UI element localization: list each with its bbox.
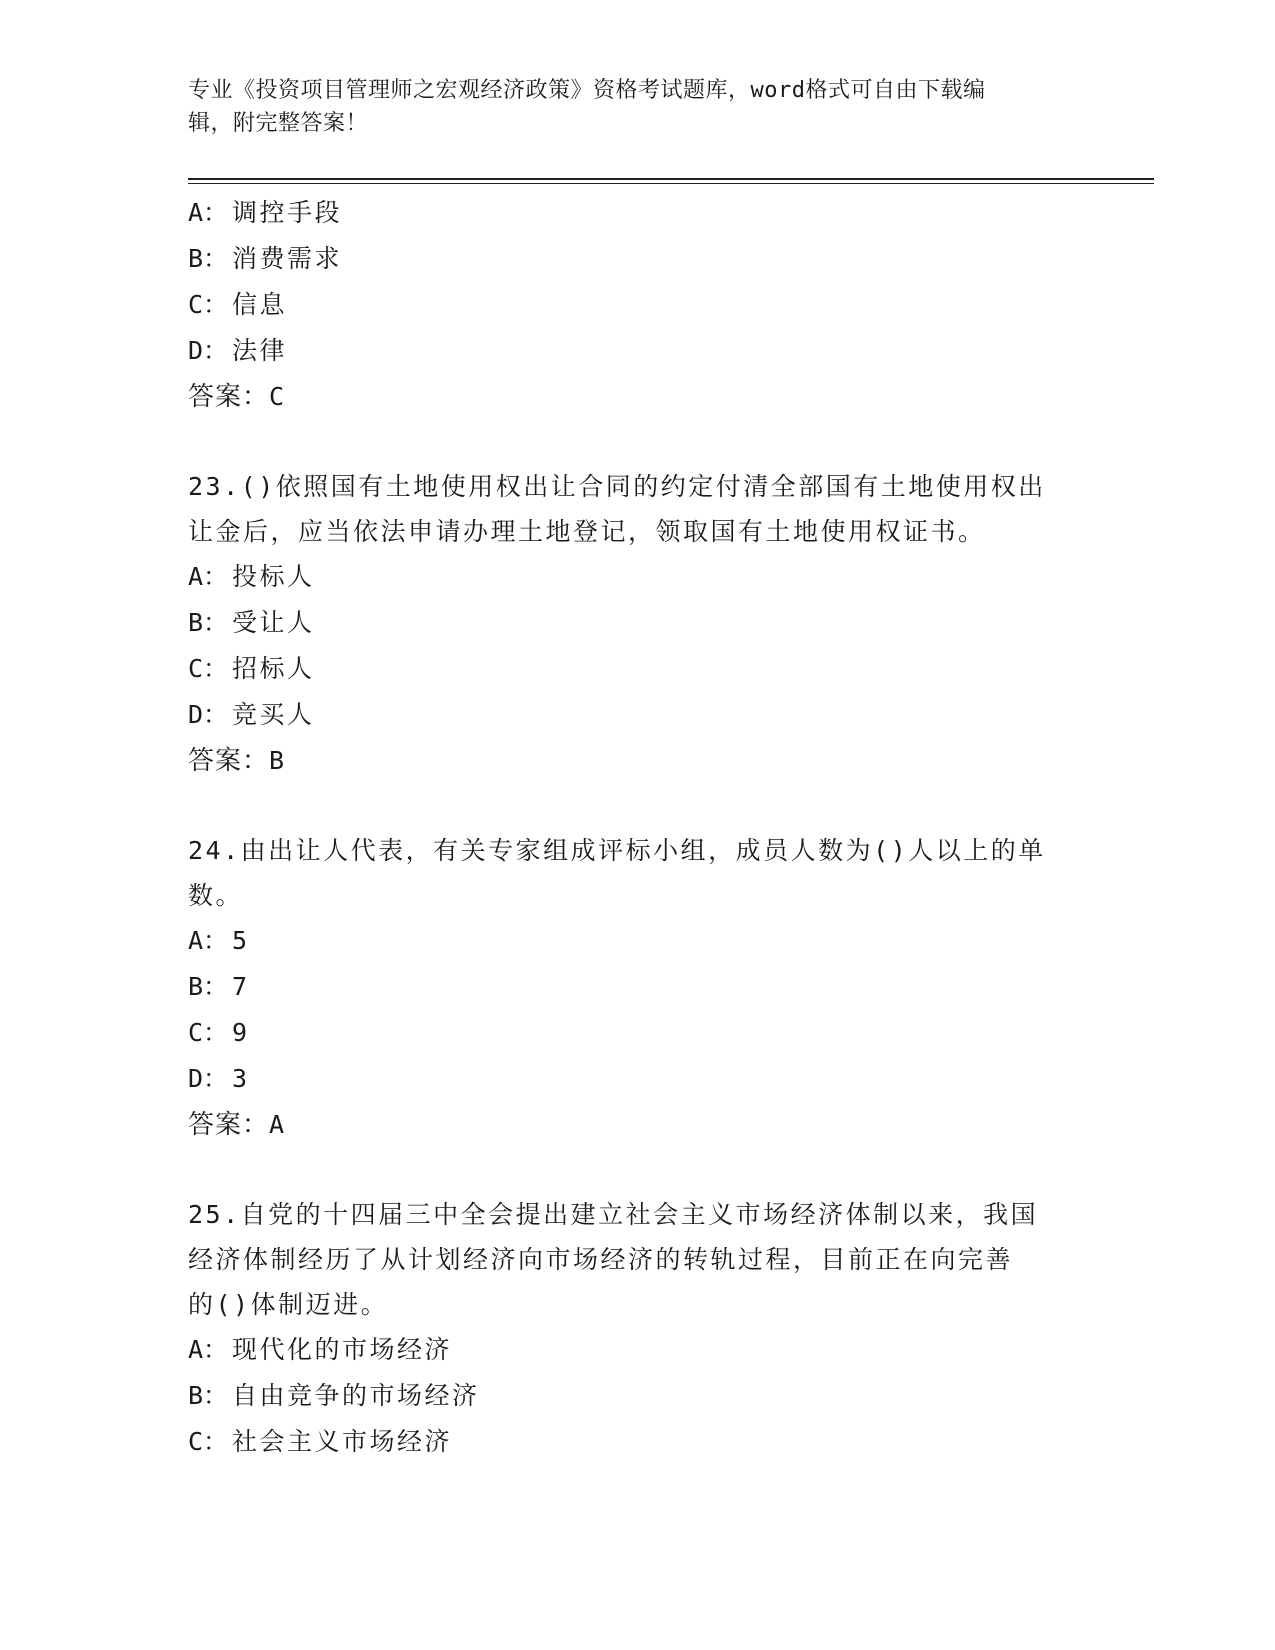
question-text-line-3: 的()体制迈进。	[188, 1290, 389, 1319]
option-c	[188, 646, 1088, 692]
option-key: B：	[188, 244, 229, 273]
answer-line	[188, 374, 1088, 420]
page-header	[188, 74, 1068, 140]
question-22	[188, 190, 1088, 420]
option-key: B：	[188, 608, 229, 637]
option-key: A：	[188, 926, 229, 955]
option-key: A：	[188, 562, 229, 591]
option-b	[188, 1373, 1088, 1419]
option-text: 调控手段	[232, 198, 343, 227]
answer-label: 答案：	[188, 746, 270, 776]
option-text: 招标人	[232, 654, 315, 683]
option-a	[188, 190, 1088, 236]
question-text-line-2: 数。	[188, 881, 244, 910]
header-divider-thin	[188, 183, 1154, 184]
option-key: D：	[188, 1064, 229, 1093]
option-key: B：	[188, 1381, 229, 1410]
option-text: 受让人	[232, 608, 315, 637]
option-text: 法律	[232, 336, 288, 365]
option-text: 竞买人	[232, 700, 315, 729]
answer-label: 答案：	[188, 1110, 270, 1140]
header-title-line-2: 辑，附完整答案！	[188, 111, 369, 136]
option-text: 社会主义市场经济	[232, 1427, 453, 1456]
option-text: 5	[232, 926, 250, 955]
question-text-line-1: 24.由出让人代表，有关专家组成评标小组，成员人数为()人以上的单	[188, 836, 1046, 865]
question-text-line-1: 23.()依照国有土地使用权出让合同的约定付清全部国有土地使用权出	[188, 472, 1046, 501]
question-text-line-1: 25.自党的十四届三中全会提出建立社会主义市场经济体制以来，我国	[188, 1200, 1039, 1229]
option-text: 9	[232, 1018, 250, 1047]
option-a	[188, 1327, 1088, 1373]
option-text: 信息	[232, 290, 288, 319]
option-key: A：	[188, 1335, 229, 1364]
option-c	[188, 1010, 1088, 1056]
question-23	[188, 464, 1088, 784]
question-list	[188, 190, 1088, 1465]
option-key: C：	[188, 1427, 229, 1456]
option-b	[188, 236, 1088, 282]
option-text: 现代化的市场经济	[232, 1335, 453, 1364]
option-key: D：	[188, 336, 229, 365]
answer-value: C	[269, 382, 286, 411]
option-a	[188, 554, 1088, 600]
option-text: 7	[232, 972, 250, 1001]
question-text	[188, 828, 1088, 918]
option-a	[188, 918, 1088, 964]
option-d	[188, 1056, 1088, 1102]
option-key: C：	[188, 290, 229, 319]
answer-value: A	[269, 1110, 286, 1139]
option-key: D：	[188, 700, 229, 729]
option-d	[188, 328, 1088, 374]
answer-value: B	[269, 746, 286, 775]
question-text	[188, 464, 1088, 554]
option-text: 3	[232, 1064, 250, 1093]
option-b	[188, 600, 1088, 646]
question-text	[188, 1192, 1088, 1327]
option-text: 自由竞争的市场经济	[232, 1381, 480, 1410]
question-text-line-2: 让金后，应当依法申请办理土地登记，领取国有土地使用权证书。	[188, 517, 986, 546]
answer-line	[188, 738, 1088, 784]
option-c	[188, 1419, 1088, 1465]
option-key: C：	[188, 1018, 229, 1047]
option-key: A：	[188, 198, 229, 227]
option-text: 消费需求	[232, 244, 343, 273]
question-25	[188, 1192, 1088, 1465]
header-divider-thick	[188, 178, 1154, 180]
option-c	[188, 282, 1088, 328]
option-text: 投标人	[232, 562, 315, 591]
answer-line	[188, 1102, 1088, 1148]
header-title-line-1: 专业《投资项目管理师之宏观经济政策》资格考试题库，word格式可自由下载编	[188, 78, 986, 103]
option-key: B：	[188, 972, 229, 1001]
question-24	[188, 828, 1088, 1148]
option-b	[188, 964, 1088, 1010]
answer-label: 答案：	[188, 382, 270, 412]
question-text-line-2: 经济体制经历了从计划经济向市场经济的转轨过程，目前正在向完善	[188, 1245, 1014, 1274]
option-key: C：	[188, 654, 229, 683]
option-d	[188, 692, 1088, 738]
